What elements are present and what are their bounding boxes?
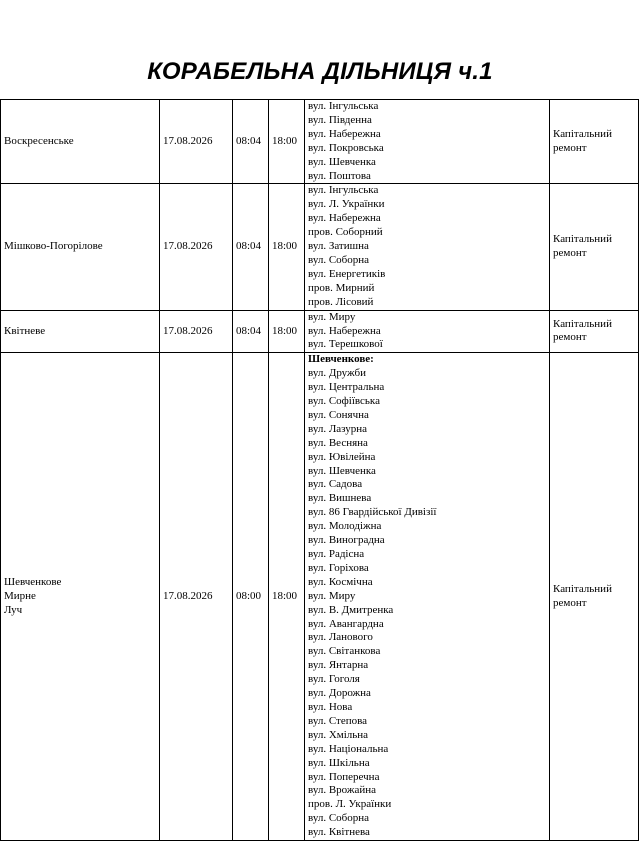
street-name: вул. Затишна <box>308 240 369 253</box>
street-name: вул. Софіївська <box>308 395 380 408</box>
street-name: вул. Молодіжна <box>308 520 382 533</box>
street-name: вул. Авангардна <box>308 617 384 630</box>
schedule-table-body <box>1 100 639 841</box>
street-name: пров. Л. Українки <box>308 798 392 811</box>
street-name: вул. Л. Українки <box>308 198 385 211</box>
date-cell: 17.08.2026 <box>160 310 233 353</box>
street-name: вул. Космічна <box>308 575 373 588</box>
street-name: вул. Врожайна <box>308 784 377 797</box>
page-title: КОРАБЕЛЬНА ДІЛЬНИЦЯ ч.1 <box>147 58 493 85</box>
street-name: вул. Покровська <box>308 141 384 154</box>
street-name: пров. Соборний <box>308 226 383 239</box>
street-name: вул. Шевченка <box>308 464 376 477</box>
schedule-table <box>0 99 639 841</box>
street-name: вул. Вишнева <box>308 492 372 505</box>
date-cell: 17.08.2026 <box>160 100 233 184</box>
street-name: вул. Горіхова <box>308 561 369 574</box>
end-time-cell: 18:00 <box>269 184 305 310</box>
street-name: вул. Весняна <box>308 436 368 449</box>
street-name: вул. Хмільна <box>308 728 369 741</box>
street-name: вул. Гоголя <box>308 673 360 686</box>
street-name: вул. Соборна <box>308 812 370 825</box>
work-type-cell: Капітальний ремонт <box>550 353 639 841</box>
end-time-cell: 18:00 <box>269 310 305 353</box>
streets-cell <box>305 100 550 184</box>
streets-cell <box>305 353 550 841</box>
end-time-cell: 18:00 <box>269 100 305 184</box>
street-name: вул. Поперечна <box>308 770 380 783</box>
work-type-cell: Капітальний ремонт <box>550 310 639 353</box>
street-name: вул. Ланового <box>308 631 373 644</box>
street-name: вул. Шкільна <box>308 756 370 769</box>
table-row <box>1 310 639 353</box>
date-cell: 17.08.2026 <box>160 353 233 841</box>
street-name: вул. Інгульська <box>308 100 379 112</box>
street-name: вул. Соборна <box>308 253 370 266</box>
street-name: вул. Південна <box>308 113 372 126</box>
settlement-cell <box>1 100 160 184</box>
street-name: вул. Світанкова <box>308 645 381 658</box>
end-time-cell: 18:00 <box>269 353 305 841</box>
settlement-cell <box>1 184 160 310</box>
work-type-cell: Капітальний ремонт <box>550 100 639 184</box>
street-name: вул. Дружби <box>308 367 366 380</box>
streets-cell <box>305 310 550 353</box>
settlement-name: Квітневе <box>4 324 46 337</box>
street-name: вул. 86 Гвардійської Дивізії <box>308 506 437 519</box>
street-name: вул. Радісна <box>308 548 365 560</box>
start-time-cell: 08:04 <box>233 184 269 310</box>
street-name: вул. Степова <box>308 714 368 727</box>
table-row <box>1 353 639 841</box>
settlement-name: Воскресенське <box>4 134 74 147</box>
start-time-cell: 08:04 <box>233 310 269 353</box>
street-name: вул. Національна <box>308 742 389 755</box>
start-time-cell: 08:00 <box>233 353 269 841</box>
street-name: вул. Садова <box>308 478 363 491</box>
street-name: вул. Поштова <box>308 169 371 182</box>
street-name: вул. Енергетиків <box>308 267 386 280</box>
settlement-name: Луч <box>4 603 23 616</box>
work-type-cell: Капітальний ремонт <box>550 184 639 310</box>
settlement-cell <box>1 353 160 841</box>
street-name: вул. Центральна <box>308 381 385 394</box>
street-name: вул. Квітнева <box>308 826 370 839</box>
street-name: вул. В. Дмитренка <box>308 603 394 616</box>
street-name: вул. Набережна <box>308 324 381 337</box>
street-name: пров. Лісовий <box>308 295 374 308</box>
street-name: вул. Інгульська <box>308 184 379 197</box>
street-name: вул. Шевченка <box>308 155 376 168</box>
street-name: вул. Ювілейна <box>308 450 376 463</box>
table-row <box>1 100 639 184</box>
street-name: вул. Виноградна <box>308 534 385 547</box>
settlement-name: Мішково-Погорілове <box>4 240 103 253</box>
street-name: вул. Набережна <box>308 127 381 140</box>
street-name: вул. Дорожна <box>308 687 371 700</box>
street-name: вул. Сонячна <box>308 408 369 421</box>
street-name: вул. Набережна <box>308 212 381 225</box>
street-name: вул. Миру <box>308 589 356 602</box>
settlement-cell <box>1 310 160 353</box>
street-name: вул. Терешкової <box>308 338 383 351</box>
streets-cell <box>305 184 550 310</box>
settlement-name: Шевченкове <box>4 575 62 588</box>
settlement-name: Мирне <box>4 589 36 602</box>
street-name: вул. Лазурна <box>308 422 368 435</box>
street-name: вул. Миру <box>308 310 356 323</box>
street-name: вул. Нова <box>308 700 353 713</box>
table-row <box>1 184 639 310</box>
street-group-heading: Шевченкове: <box>308 353 374 366</box>
start-time-cell: 08:04 <box>233 100 269 184</box>
street-name: вул. Янтарна <box>308 659 369 672</box>
date-cell: 17.08.2026 <box>160 184 233 310</box>
street-name: пров. Мирний <box>308 281 375 294</box>
